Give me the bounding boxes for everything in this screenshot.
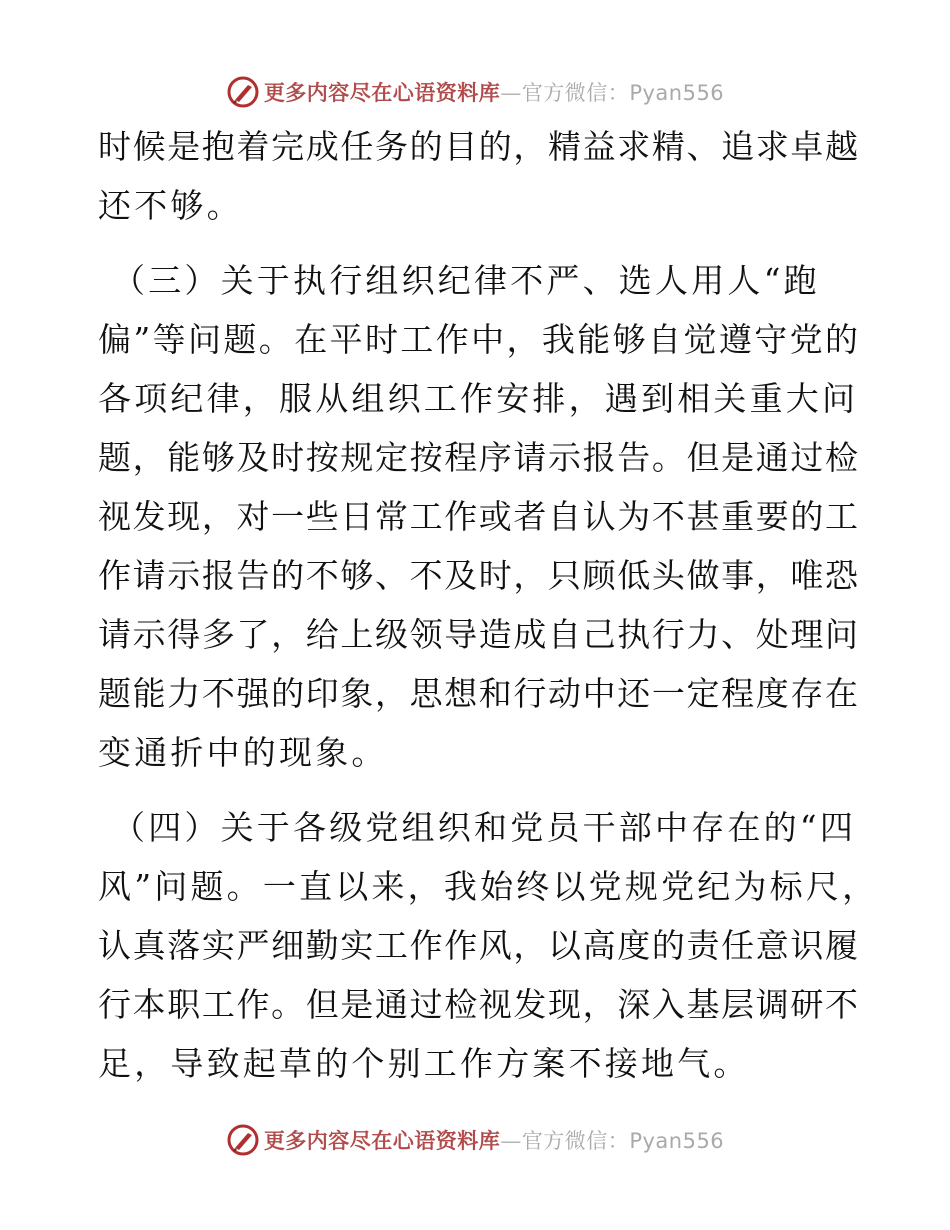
pen-circle-logo-icon — [226, 1123, 260, 1157]
text-line: 偏”等问题。在平时工作中，我能够自觉遵守党的 — [98, 320, 858, 359]
text-line: 题能力不强的印象，思想和行动中还一定程度存在 — [98, 674, 858, 713]
text-line: （四）关于各级党组织和党员干部中存在的“四 — [112, 808, 857, 847]
watermark-dash: — — [500, 81, 522, 105]
watermark-wechat-id: Pyan556 — [629, 81, 725, 105]
watermark-brand: 更多内容尽在心语资料库 — [263, 80, 501, 105]
text-line: 题，能够及时按规定按程序请示报告。但是通过检 — [98, 438, 858, 477]
watermark-text — [264, 1125, 724, 1155]
text-line: 还不够。 — [98, 186, 243, 225]
text-line: 作请示报告的不够、不及时，只顾低头做事，唯恐 — [98, 556, 858, 595]
paragraph-1 — [98, 117, 858, 235]
text-line: 认真落实严细勤实工作作风，以高度的责任意识履 — [98, 926, 858, 965]
pen-circle-logo-icon — [226, 75, 260, 109]
watermark-wechat-label: 官方微信： — [521, 1129, 630, 1153]
watermark-wechat-label: 官方微信： — [521, 81, 630, 105]
text-line: 风”问题。一直以来，我始终以党规党纪为标尺， — [98, 867, 879, 906]
text-line: 变通折中的现象。 — [98, 733, 388, 772]
watermark-text — [264, 77, 724, 107]
text-line: （三）关于执行组织纪律不严、选人用人“跑 — [112, 261, 820, 300]
document-body — [98, 117, 879, 1093]
watermark-brand: 更多内容尽在心语资料库 — [263, 1128, 501, 1153]
watermark-wechat-id: Pyan556 — [629, 1129, 725, 1153]
text-line: 时候是抱着完成任务的目的，精益求精、追求卓越 — [98, 127, 858, 166]
text-line: 足，导致起草的个别工作方案不接地气。 — [98, 1044, 750, 1083]
watermark-dash: — — [500, 1129, 522, 1153]
paragraph-3 — [98, 798, 879, 1093]
watermark-footer — [0, 1120, 950, 1160]
text-line: 行本职工作。但是通过检视发现，深入基层调研不 — [98, 985, 858, 1024]
text-line: 各项纪律，服从组织工作安排，遇到相关重大问 — [98, 379, 859, 418]
text-line: 请示得多了，给上级领导造成自己执行力、处理问 — [98, 615, 858, 654]
paragraph-2 — [98, 251, 858, 782]
watermark-header — [0, 72, 950, 112]
text-line: 视发现，对一些日常工作或者自认为不甚重要的工 — [98, 497, 858, 536]
